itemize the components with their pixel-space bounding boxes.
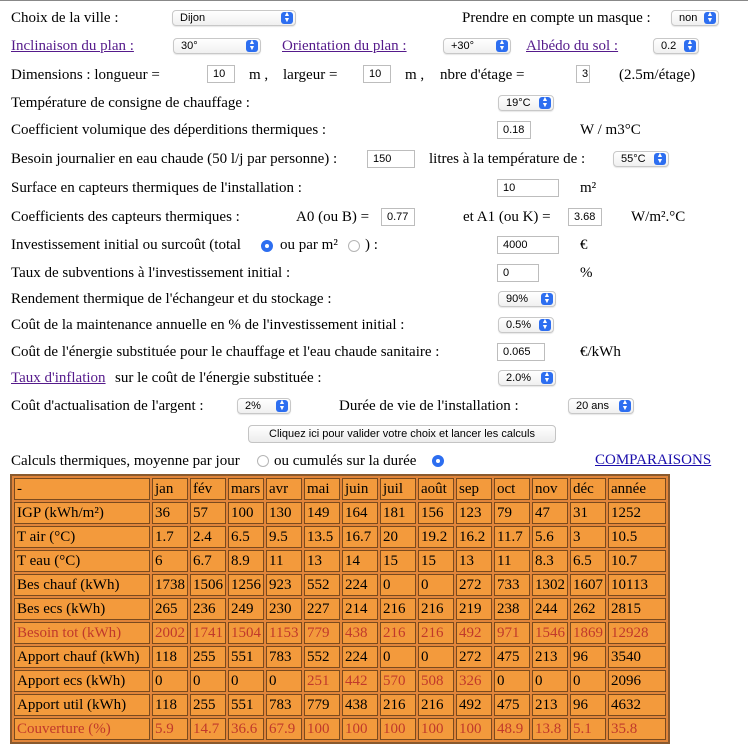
table-row — [14, 670, 666, 692]
table-cell: 11.7 — [494, 526, 530, 548]
table-cell: 227 — [304, 598, 340, 620]
table-cell: 181 — [380, 502, 416, 524]
loss-coeff-unit: W / m3°C — [580, 122, 641, 138]
table-cell: 12928 — [608, 622, 666, 644]
table-cell: 0 — [380, 574, 416, 596]
table-cell: 5.6 — [532, 526, 568, 548]
table-header-cell: juin — [342, 478, 378, 500]
table-cell: 0 — [532, 670, 568, 692]
table-row — [14, 550, 666, 572]
table-cell: 251 — [304, 670, 340, 692]
table-cell: 47 — [532, 502, 568, 524]
maintenance-value: 0.5% — [506, 319, 532, 331]
table-cell: 96 — [570, 646, 606, 668]
chevron-updown-icon: ▲ ▼ — [281, 12, 293, 24]
table-cell: 9.5 — [266, 526, 302, 548]
table-row-label: Bes ecs (kWh) — [14, 598, 150, 620]
table-header-cell: avr — [266, 478, 302, 500]
table-cell: 1252 — [608, 502, 666, 524]
table-cell: 1504 — [228, 622, 264, 644]
table-row — [14, 718, 666, 740]
table-cell: 438 — [342, 694, 378, 716]
table-cell: 118 — [152, 646, 188, 668]
table-cell: 14.7 — [190, 718, 226, 740]
inflation-value: 2.0% — [506, 372, 532, 384]
investment-label: Investissement initial ou surcoût (total — [11, 237, 241, 253]
table-cell: 216 — [418, 598, 454, 620]
table-row — [14, 694, 666, 716]
table-cell: 10.7 — [608, 550, 666, 572]
table-row-label: IGP (kWh/m²) — [14, 502, 150, 524]
table-cell: 4632 — [608, 694, 666, 716]
table-cell: 971 — [494, 622, 530, 644]
mask-select[interactable] — [671, 10, 719, 26]
table-cell: 5.9 — [152, 718, 188, 740]
table-row-label: T eau (°C) — [14, 550, 150, 572]
lifetime-select[interactable] — [568, 398, 634, 414]
table-cell: 255 — [190, 646, 226, 668]
table-cell: 0 — [494, 670, 530, 692]
table-cell: 1302 — [532, 574, 568, 596]
table-cell: 1546 — [532, 622, 568, 644]
table-cell: 216 — [418, 622, 454, 644]
table-cell: 100 — [304, 718, 340, 740]
table-cell: 262 — [570, 598, 606, 620]
table-cell: 8.9 — [228, 550, 264, 572]
table-cell: 123 — [456, 502, 492, 524]
table-cell: 79 — [494, 502, 530, 524]
investment-label-end: ) : — [365, 237, 378, 253]
efficiency-value: 90% — [506, 293, 529, 305]
a1-label: et A1 (ou K) = — [463, 209, 551, 225]
table-cell: 255 — [190, 694, 226, 716]
table-cell: 224 — [342, 646, 378, 668]
table-cell: 783 — [266, 694, 302, 716]
table-header-cell: mai — [304, 478, 340, 500]
table-cell: 733 — [494, 574, 530, 596]
table-cell: 0 — [570, 670, 606, 692]
width-label: largeur = — [283, 67, 338, 83]
table-cell: 0 — [418, 646, 454, 668]
efficiency-select[interactable] — [498, 291, 556, 307]
table-cell: 8.3 — [532, 550, 568, 572]
table-cell: 130 — [266, 502, 302, 524]
hot-water-input[interactable]: 150 — [367, 150, 415, 168]
table-cell: 3540 — [608, 646, 666, 668]
table-cell: 5.1 — [570, 718, 606, 740]
a1-input[interactable]: 3.68 — [568, 208, 602, 226]
table-cell: 156 — [418, 502, 454, 524]
table-header-cell: année — [608, 478, 666, 500]
table-header-cell: juil — [380, 478, 416, 500]
inflation-select[interactable] — [498, 370, 556, 386]
table-cell: 216 — [380, 622, 416, 644]
table-cell: 1607 — [570, 574, 606, 596]
table-cell: 164 — [342, 502, 378, 524]
collector-area-label: Surface en capteurs thermiques de l'installation : — [11, 180, 302, 196]
chevron-updown-icon: ▲ ▼ — [539, 97, 551, 109]
table-cell: 219 — [456, 598, 492, 620]
width-unit: m , — [405, 67, 425, 83]
table-cell: 2815 — [608, 598, 666, 620]
subsidy-label: Taux de subventions à l'investissement initial : — [11, 265, 291, 281]
chevron-updown-icon: ▲ ▼ — [496, 40, 508, 52]
table-row — [14, 622, 666, 644]
table-cell: 16.2 — [456, 526, 492, 548]
table-cell: 36.6 — [228, 718, 264, 740]
hot-water-temp-label: litres à la température de : — [429, 151, 586, 167]
subsidy-unit: % — [580, 265, 593, 281]
lifetime-value: 20 ans — [576, 400, 610, 412]
table-cell: 551 — [228, 694, 264, 716]
table-cell: 2002 — [152, 622, 188, 644]
table-cell: 216 — [380, 694, 416, 716]
city-select[interactable] — [172, 10, 296, 26]
table-cell: 1256 — [228, 574, 264, 596]
inflation-link[interactable]: Taux d'inflation — [11, 370, 106, 386]
maintenance-label: Coût de la maintenance annuelle en % de l'investissement initial : — [11, 317, 405, 333]
floors-label: nbre d'étage = — [440, 67, 525, 83]
table-cell: 779 — [304, 622, 340, 644]
table-header-row — [14, 478, 666, 500]
lifetime-label: Durée de vie de l'installation : — [339, 398, 519, 414]
orientation-select-value: +30° — [451, 40, 475, 52]
width-input[interactable]: 10 — [363, 65, 391, 83]
table-cell: 508 — [418, 670, 454, 692]
table-cell: 0 — [190, 670, 226, 692]
table-cell: 552 — [304, 574, 340, 596]
inclination-select-value: 30° — [181, 40, 198, 52]
table-cell: 14 — [342, 550, 378, 572]
table-cell: 213 — [532, 646, 568, 668]
table-row-label: Bes chauf (kWh) — [14, 574, 150, 596]
table-cell: 224 — [342, 574, 378, 596]
discount-select[interactable] — [237, 398, 291, 414]
table-cell: 11 — [266, 550, 302, 572]
efficiency-label: Rendement thermique de l'échangeur et du stockage : — [11, 291, 332, 307]
table-cell: 13 — [456, 550, 492, 572]
chevron-updown-icon: ▲ ▼ — [684, 40, 696, 52]
table-row-label: Apport ecs (kWh) — [14, 670, 150, 692]
table-cell: 149 — [304, 502, 340, 524]
table-cell: 0 — [418, 574, 454, 596]
chevron-updown-icon: ▲ ▼ — [541, 293, 553, 305]
investment-per-m2-label: ou par m² — [280, 237, 338, 253]
table-cell: 552 — [304, 646, 340, 668]
energy-cost-label: Coût de l'énergie substituée pour le chauffage et l'eau chaude sanitaire : — [11, 344, 440, 360]
length-unit: m , — [249, 67, 269, 83]
floors-input[interactable]: 3 — [576, 65, 590, 83]
table-cell: 216 — [418, 694, 454, 716]
table-row — [14, 526, 666, 548]
floors-note: (2.5m/étage) — [619, 67, 696, 83]
inflation-label: sur le coût de l'énergie substituée : — [115, 370, 322, 386]
table-cell: 6.5 — [570, 550, 606, 572]
table-cell: 272 — [456, 646, 492, 668]
table-header-cell: août — [418, 478, 454, 500]
table-cell: 0 — [228, 670, 264, 692]
table-cell: 11 — [494, 550, 530, 572]
table-cell: 96 — [570, 694, 606, 716]
city-select-value: Dijon — [180, 12, 206, 24]
table-cell: 15 — [418, 550, 454, 572]
table-cell: 475 — [494, 646, 530, 668]
table-cell: 3 — [570, 526, 606, 548]
table-cell: 0 — [380, 646, 416, 668]
calc-mode-label: Calculs thermiques, moyenne par jour — [11, 453, 240, 469]
a0-input[interactable]: 0.77 — [381, 208, 415, 226]
table-cell: 230 — [266, 598, 302, 620]
hot-water-temp-select[interactable] — [613, 151, 669, 167]
table-cell: 67.9 — [266, 718, 302, 740]
orientation-select[interactable] — [443, 38, 511, 54]
table-cell: 10.5 — [608, 526, 666, 548]
chevron-updown-icon: ▲ ▼ — [654, 153, 666, 165]
table-cell: 475 — [494, 694, 530, 716]
table-cell: 16.7 — [342, 526, 378, 548]
calc-daily-radio[interactable] — [257, 455, 269, 467]
investment-per-m2-radio[interactable] — [348, 240, 360, 252]
table-cell: 100 — [228, 502, 264, 524]
table-cell: 244 — [532, 598, 568, 620]
chevron-updown-icon: ▲ ▼ — [619, 400, 631, 412]
table-header-cell: - — [14, 478, 150, 500]
maintenance-select[interactable] — [498, 317, 554, 333]
table-cell: 265 — [152, 598, 188, 620]
table-cell: 1506 — [190, 574, 226, 596]
calc-cumul-radio[interactable] — [432, 455, 444, 467]
energy-cost-unit: €/kWh — [580, 344, 621, 360]
energy-cost-input[interactable]: 0.065 — [497, 343, 545, 361]
table-cell: 35.8 — [608, 718, 666, 740]
heating-temp-label: Température de consigne de chauffage : — [11, 95, 250, 111]
table-cell: 492 — [456, 694, 492, 716]
table-cell: 100 — [456, 718, 492, 740]
chevron-updown-icon: ▲ ▼ — [246, 40, 258, 52]
length-input[interactable]: 10 — [207, 65, 235, 83]
mask-select-value: non — [679, 12, 698, 24]
table-cell: 13 — [304, 550, 340, 572]
table-row — [14, 646, 666, 668]
chevron-updown-icon: ▲ ▼ — [704, 12, 716, 24]
table-cell: 6 — [152, 550, 188, 572]
table-row — [14, 502, 666, 524]
table-cell: 6.5 — [228, 526, 264, 548]
hot-water-temp-value: 55°C — [621, 153, 646, 165]
table-cell: 779 — [304, 694, 340, 716]
table-header-cell: oct — [494, 478, 530, 500]
collector-coeffs-label: Coefficients des capteurs thermiques : — [11, 209, 240, 225]
table-cell: 100 — [342, 718, 378, 740]
loss-coeff-label: Coefficient volumique des déperditions thermiques : — [11, 122, 327, 138]
discount-value: 2% — [245, 400, 261, 412]
table-cell: 492 — [456, 622, 492, 644]
table-row-label: Apport chauf (kWh) — [14, 646, 150, 668]
table-row-label: Apport util (kWh) — [14, 694, 150, 716]
table-cell: 272 — [456, 574, 492, 596]
chevron-updown-icon: ▲ ▼ — [539, 319, 551, 331]
table-cell: 19.2 — [418, 526, 454, 548]
heating-temp-value: 19°C — [506, 97, 531, 109]
table-cell: 2.4 — [190, 526, 226, 548]
table-row-label: Couverture (%) — [14, 718, 150, 740]
table-row-label: Besoin tot (kWh) — [14, 622, 150, 644]
table-cell: 2096 — [608, 670, 666, 692]
table-cell: 118 — [152, 694, 188, 716]
inclination-select[interactable] — [173, 38, 261, 54]
investment-unit: € — [580, 237, 588, 253]
table-cell: 57 — [190, 502, 226, 524]
table-cell: 6.7 — [190, 550, 226, 572]
hot-water-label: Besoin journalier en eau chaude (50 l/j par personne) : — [11, 151, 338, 167]
submit-button[interactable]: Cliquez ici pour valider votre choix et lancer les calculs — [248, 425, 556, 443]
table-cell: 36 — [152, 502, 188, 524]
orientation-link[interactable]: Orientation du plan : — [282, 38, 407, 54]
discount-label: Coût d'actualisation de l'argent : — [11, 398, 204, 414]
table-cell: 1.7 — [152, 526, 188, 548]
table-cell: 438 — [342, 622, 378, 644]
inclination-link[interactable]: Inclinaison du plan : — [11, 38, 134, 54]
loss-coeff-input[interactable]: 0.18 — [497, 121, 531, 139]
table-row — [14, 574, 666, 596]
subsidy-input[interactable]: 0 — [497, 264, 539, 282]
table-header-cell: déc — [570, 478, 606, 500]
table-header-cell: fév — [190, 478, 226, 500]
table-header-cell: sep — [456, 478, 492, 500]
collector-coeffs-unit: W/m².°C — [631, 209, 686, 225]
calc-cumul-label: ou cumulés sur la durée — [274, 453, 417, 469]
mask-label: Prendre en compte un masque : — [462, 10, 651, 26]
table-cell: 923 — [266, 574, 302, 596]
table-cell: 249 — [228, 598, 264, 620]
table-cell: 1741 — [190, 622, 226, 644]
table-cell: 783 — [266, 646, 302, 668]
collector-area-input[interactable]: 10 — [497, 179, 559, 197]
table-cell: 1738 — [152, 574, 188, 596]
table-cell: 0 — [152, 670, 188, 692]
investment-total-radio[interactable] — [261, 240, 273, 252]
top-border — [0, 0, 748, 5]
a0-label: A0 (ou B) = — [296, 209, 370, 225]
table-header-cell: jan — [152, 478, 188, 500]
table-row — [14, 598, 666, 620]
table-cell: 551 — [228, 646, 264, 668]
table-cell: 100 — [380, 718, 416, 740]
chevron-updown-icon: ▲ ▼ — [541, 372, 553, 384]
table-cell: 1869 — [570, 622, 606, 644]
table-cell: 326 — [456, 670, 492, 692]
table-cell: 214 — [342, 598, 378, 620]
investment-input[interactable]: 4000 — [497, 236, 559, 254]
table-cell: 100 — [418, 718, 454, 740]
table-cell: 216 — [380, 598, 416, 620]
table-header-cell: mars — [228, 478, 264, 500]
table-row-label: T air (°C) — [14, 526, 150, 548]
chevron-updown-icon: ▲ ▼ — [276, 400, 288, 412]
table-cell: 20 — [380, 526, 416, 548]
table-header-cell: nov — [532, 478, 568, 500]
table-cell: 10113 — [608, 574, 666, 596]
dimensions-label: Dimensions : longueur = — [11, 67, 160, 83]
city-label: Choix de la ville : — [11, 10, 119, 26]
table-cell: 570 — [380, 670, 416, 692]
table-cell: 236 — [190, 598, 226, 620]
table-cell: 238 — [494, 598, 530, 620]
table-cell: 13.5 — [304, 526, 340, 548]
albedo-link[interactable]: Albédo du sol : — [526, 38, 619, 54]
collector-area-unit: m² — [580, 180, 597, 196]
results-table — [10, 474, 670, 744]
table-cell: 1153 — [266, 622, 302, 644]
table-cell: 15 — [380, 550, 416, 572]
heating-temp-select[interactable] — [498, 95, 554, 111]
table-cell: 48.9 — [494, 718, 530, 740]
table-cell: 442 — [342, 670, 378, 692]
table-cell: 213 — [532, 694, 568, 716]
table-cell: 0 — [266, 670, 302, 692]
table-cell: 31 — [570, 502, 606, 524]
albedo-select-value: 0.2 — [661, 40, 677, 52]
albedo-select[interactable] — [653, 38, 699, 54]
table-cell: 13.8 — [532, 718, 568, 740]
comparisons-link[interactable]: COMPARAISONS — [595, 452, 712, 468]
